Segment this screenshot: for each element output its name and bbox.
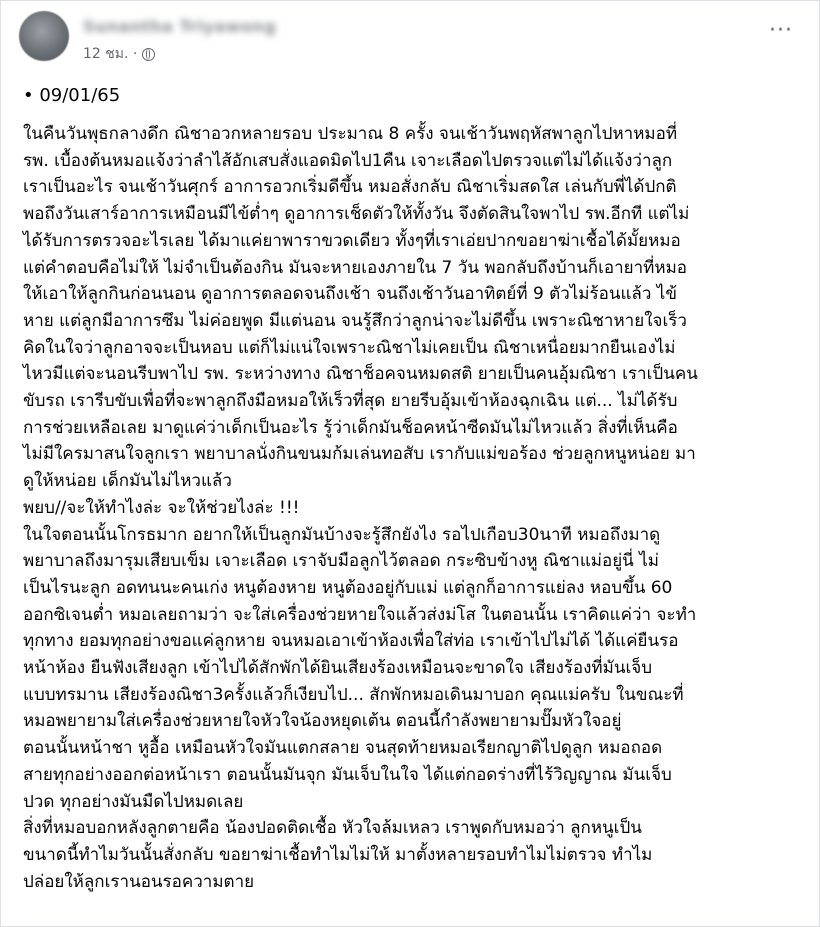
- post-text-line: รพ. เบื้องต้นหมอแจ้งว่าลำไส้อักเสบสั่งแอดมิดไป1คืน เจาะเลือดไปตรวจแต่ไม่ได้แจ้งว่าลูก: [23, 150, 673, 171]
- post-text-line: หน้าห้อง ยืนฟังเสียงลูก เข้าไปได้สักพักได้ยินเสียงร้องเหมือนจะขาดใจ เสียงร้องที่มันเจ็บ: [23, 658, 653, 679]
- post-text-line: หมอพยายามใส่เครื่องช่วยหายใจหัวใจน้องหยุดเต้น ตอนนี้กำลังพยายามปั๊มหัวใจอยู่: [23, 711, 622, 732]
- post-text-line: ในใจตอนนั้นโกรธมาก อยากให้เป็นลูกมันบ้างจะรู้สึกยังไง รอไปเกือบ30นาที หมอถึงมาดู: [23, 524, 661, 545]
- post-text-line: พยาบาลถึงมารุมเสียบเข็ม เจาะเลือด เราจับมือลูกไว้ตลอด กระซิบข้างหู ณิชาแม่อยู่นี่ ไม่: [23, 551, 659, 572]
- post-time[interactable]: 12 ชม. ·: [83, 46, 138, 62]
- post-text-line: พอถึงวันเสาร์อาการเหมือนมีไข้ต่ำๆ ดูอาการเช็ดตัวให้ทั้งวัน จึงตัดสินใจพาไป รพ.อีกที แต่ไม่: [23, 204, 690, 225]
- post-text-line: สายทุกอย่างออกต่อหน้าเรา ตอนนั้นมันจุก มันเจ็บในใจ ได้แต่กอดร่างที่ไร้วิญญาณ มันเจ็บ: [23, 764, 672, 785]
- post-text-line: คิดในใจว่าลูกอาจจะเป็นหอบ แต่ก็ไม่แน่ใจเพราะณิชาไม่เคยเป็น ณิชาเหนื่อยมากยืนเองไม่: [23, 337, 676, 358]
- post-text-line: แต่คำตอบคือไม่ให้ ไม่จำเป็นต้องกิน มันจะหายเองภายใน 7 วัน พอกลับถึงบ้านก็เอายาที่หมอ: [23, 257, 688, 278]
- post-text-line: ขับรถ เรารีบขับเพื่อที่จะพาลูกถึงมือหมอให้เร็วที่สุด ยายรีบอุ้มเข้าห้องฉุกเฉิน แต่... ไม่ได้รับ: [23, 391, 678, 412]
- post-header: [19, 11, 801, 63]
- post-date-line: • 09/01/65: [23, 85, 121, 106]
- post-text-line: ให้เอาให้ลูกกินก่อนนอน ดูอาการตลอดจนถึงเช้า จนถึงเช้าวันอาทิตย์ที่ 9 ตัวไม่ร้อนแล้ว ไข้: [23, 284, 677, 305]
- post-text-line: ปล่อยให้ลูกเรานอนรอความตาย: [23, 871, 255, 892]
- post-text-line: เราเป็นอะไร จนเช้าวันศุกร์ อาการอวกเริ่มดีขึ้น หมอสั่งกลับ ณิชาเริ่มสดใส เล่นกับพี่ได้ปกติ: [23, 177, 677, 198]
- more-options-icon[interactable]: ···: [769, 18, 793, 43]
- post-text-line: ออกซิเจนต่ำ หมอเลยถามว่า จะใส่เครื่องช่วยหายใจแล้วส่งม่โส ในตอนนั้น เราคิดแค่ว่า จะทำ: [23, 604, 697, 625]
- post-body: [23, 121, 813, 895]
- avatar[interactable]: [19, 11, 69, 61]
- post-text-line: ขนาดนี้ทำไมวันนั้นสั่งกลับ ขอยาฆ่าเชื้อทำไมไม่ให้ มาตั้งหลายรอบทำไมไม่ตรวจ ทำไม: [23, 844, 653, 865]
- post-text-line: หาย แต่ลูกมีอาการซึม ไม่ค่อยพูด มีแต่นอน จนรู้สึกว่าลูกน่าจะไม่ดีขึ้น เพราะณิชาหายใจเร็ว: [23, 310, 687, 331]
- post-text-line: ดูให้หน่อย เด็กมันไม่ไหวแล้ว: [23, 471, 232, 492]
- post-text-line: ทุกทาง ยอมทุกอย่างขอแค่ลูกหาย จนหมอเอาเข้าห้องเพื่อใส่ท่อ เราเข้าไปไม่ได้ ได้แค่ยืนรอ: [23, 631, 679, 652]
- author-name[interactable]: Sunantha Triyawong: [83, 17, 277, 36]
- post-text-line: การช่วยเหลือเลย มาดูแค่ว่าเด็กเป็นอะไร รู้ว่าเด็กมันช็อคหน้าซีดมันไม่ไหวแล้ว สิ่งที่เห็นคือ: [23, 417, 678, 438]
- post-text-line: ตอนนั้นหน้าชา หูอื้อ เหมือนหัวใจมันแตกสลาย จนสุดท้ายหมอเรียกญาติไปดูลูก หมอถอด: [23, 738, 663, 759]
- globe-icon[interactable]: [142, 48, 155, 61]
- post-text-line: ปวด ทุกอย่างมันมืดไปหมดเลย: [23, 791, 244, 812]
- post-text-line: พยบ//จะให้ทำไงล่ะ จะให้ช่วยไงล่ะ !!!: [23, 497, 300, 518]
- post-text-line: สิ่งที่หมอบอกหลังลูกตายคือ น้องปอดติดเชื้อ หัวใจล้มเหลว เราพูดกับหมอว่า ลูกหนูเป็น: [23, 818, 642, 839]
- post-text-line: ได้รับการตรวจอะไรเลย ได้มาแค่ยาพาราขวดเดียว ทั้งๆที่เราเอ่ยปากขอยาฆ่าเชื้อได้มั้ยหมอ: [23, 230, 681, 251]
- post-text-line: แบบทรมาน เสียงร้องณิชา3ครั้งแล้วก็เงียบไป... สักพักหมอเดินมาบอก คุณแม่ครับ ในขณะที่: [23, 684, 684, 705]
- post-text-line: ไหวมีแต่จะนอนรีบพาไป รพ. ระหว่างทาง ณิชาช็อคจนหมดสติ ยายเป็นคนอุ้มณิชา เราเป็นคน: [23, 364, 698, 385]
- post-text-line: เป็นไรนะลูก อดทนนะคนเก่ง หนูต้องหาย หนูต้องอยู่กับแม่ แต่ลูกก็อาการแย่ลง หอบขึ้น 60: [23, 577, 673, 598]
- post-meta: [83, 43, 155, 65]
- post-text-line: ในคืนวันพุธกลางดึก ณิชาอวกหลายรอบ ประมาณ 8 ครั้ง จนเช้าวันพฤหัสพาลูกไปหาหมอที่: [23, 124, 678, 144]
- post-text-line: ไม่มีใครมาสนใจลูกเรา พยาบาลนั่งกินขนมก้มเล่นทอสับ เรากับแม่ขอร้อง ช่วยลูกหนูหน่อย มา: [23, 444, 696, 465]
